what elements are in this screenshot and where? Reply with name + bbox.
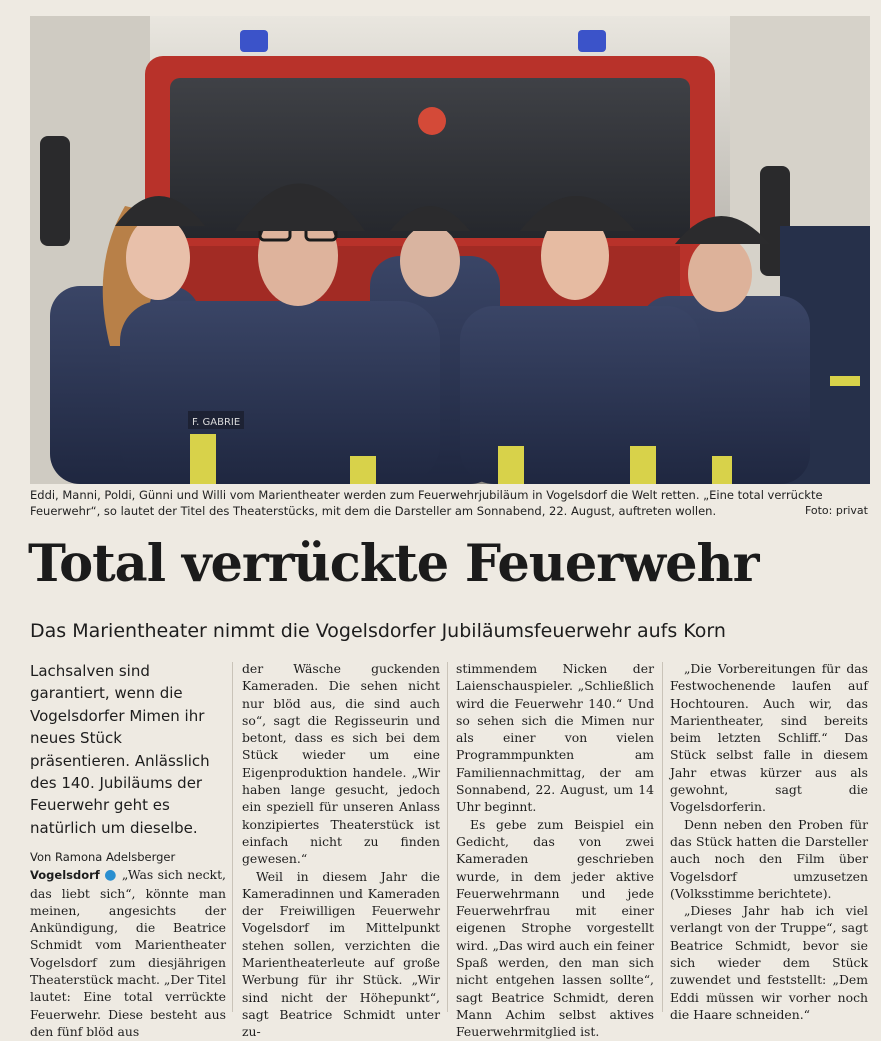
- subheadline: Das Marientheater nimmt die Vogelsdorfer Jubiläumsfeuerwehr aufs Korn: [30, 620, 726, 642]
- article-photo: [30, 16, 870, 484]
- article-paragraph: [30, 866, 226, 1040]
- article-column-2: [242, 660, 440, 1041]
- article-column-1: [30, 660, 226, 1040]
- article-column-4: [670, 660, 868, 1023]
- article-author: Von Ramona Adelsberger: [30, 850, 176, 865]
- column-divider: [662, 662, 663, 1012]
- article-column-3: [456, 660, 654, 1041]
- article-lead: Lachsalven sind garantiert, wenn die Vogelsdorfer Mimen ihr neues Stück präsentieren. Anlässlich des 140. Jubiläums der Feuerwehr geht es natürlich um dieselbe.: [30, 662, 210, 837]
- article-paragraph: Denn neben den Proben für das Stück hatten die Darsteller auch noch den Film über Vogelsdorf umzusetzen (Volksstimme berichtete).: [670, 816, 868, 901]
- article-paragraph: Weil in diesem Jahr die Kameradinnen und Kameraden der Freiwilligen Feuerwehr Vogelsdorf im Mittelpunkt stehen sollen, verzichten die Marientheaterleute auf große Werbung für ihr Stück. „Wir sind nicht der Höhepunkt“, sagt Beatrice Schmidt unter zu-: [242, 868, 440, 1040]
- article-paragraph: „Die Vorbereitungen für das Festwochenende laufen auf Hochtouren. Auch wir, das Marientheater, sind bereits beim letzten Schliff.“ Das Stück selbst falle in diesem Jahr etwas kürzer aus als gewohnt, sagt die Vogelsdorferin.: [670, 661, 868, 815]
- article-paragraph: Es gebe zum Beispiel ein Gedicht, das von zwei Kameraden geschrieben wurde, in dem jeder aktive Feuerwehrmann und jede Feuerwehrfrau mit einer eigenen Strophe vorgestellt wird. „Das wird auch ein feiner Spaß werden, den man sich nicht entgehen lassen sollte“, sagt Beatrice Schmidt, deren Mann Achim selbst aktives Feuerwehrmitglied ist.: [456, 816, 654, 1040]
- article-paragraph: „Dieses Jahr hab ich viel verlangt von der Truppe“, sagt Beatrice Schmidt, bevor sie sich wieder dem Stück zuwendet und feststellt: „Dem Eddi müssen wir vorher noch die Haare schneiden.“: [670, 903, 868, 1022]
- article-dateline: Vogelsdorf: [30, 868, 100, 883]
- article-paragraph: stimmendem Nicken der Laienschauspieler. „Schließlich wird die Feuerwehr 140.“ Und so sehen sich die Mimen nur als einer von vielen Programmpunkten am Familiennachmittag, der am Sonnabend, 22. August, um 14 Uhr beginnt.: [456, 661, 654, 815]
- photo-caption: [30, 487, 868, 519]
- photo-name-tag: F. GABRIE: [192, 417, 241, 428]
- photo-credit: Foto: privat: [804, 504, 868, 517]
- article-paragraph: der Wäsche guckenden Kameraden. Die sehen nicht nur blöd aus, die sind auch so“, sagt die Regisseurin und betont, dass es sich bei dem Stück wieder um eine Eigenproduktion handele. „Wir haben lange gesucht, jedoch ein speziell für unseren Anlass konzipiertes Theaterstück ist einfach nicht zu finden gewesen.“: [242, 661, 440, 867]
- caption-text: Eddi, Manni, Poldi, Günni und Willi vom Marientheater werden zum Feuerwehrjubiläum in Vogelsdorf die Welt retten. „Eine total verrückte Feuerwehr“, so lautet der Titel des Theaterstücks, mit dem die Darsteller am Sonnabend, 22. August, auftreten wollen.: [30, 488, 823, 518]
- column-divider: [232, 662, 233, 1012]
- fire-truck-with-five-actors-photo: [30, 16, 870, 484]
- article-text: „Was sich neckt, das liebt sich“, könnte man meinen, angesichts der Ankündigung, die Beatrice Schmidt vom Marientheater Vogelsdorf zum diesjährigen Theaterstück macht. „Der Titel lautet: Eine total verrückte Feuerwehr. Diese besteht aus den fünf blöd aus: [30, 867, 226, 1039]
- dateline-dot-icon: ●: [104, 867, 122, 884]
- headline: Total verrückte Feuerwehr: [28, 534, 759, 594]
- column-divider: [447, 662, 448, 1012]
